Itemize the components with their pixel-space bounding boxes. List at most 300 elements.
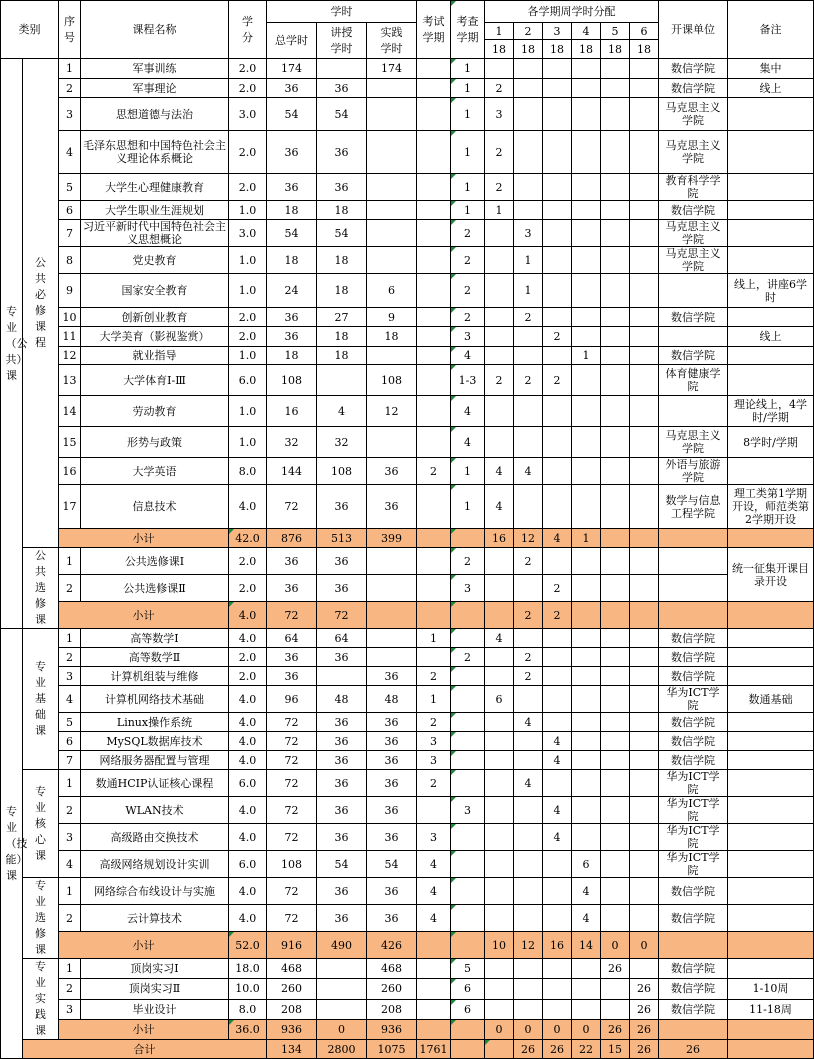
term-5-cell: [601, 905, 630, 932]
remark-cell: 1-10周: [728, 979, 814, 999]
remark-cell: [728, 648, 814, 667]
lecture-hours-cell: [317, 365, 367, 396]
credit-cell: 6.0: [229, 770, 267, 797]
term-2-cell: [514, 851, 543, 878]
table-row: [1, 327, 814, 347]
term-1-cell: [485, 851, 514, 878]
subtotal-label: 小计: [59, 529, 229, 548]
subtotal-exam: [417, 602, 451, 629]
credit-cell: 6.0: [229, 851, 267, 878]
term-5-cell: [601, 648, 630, 667]
credit-cell: 3.0: [229, 220, 267, 247]
check-term-cell: [451, 878, 485, 905]
term-6-cell: 26: [630, 979, 659, 999]
exam-term-cell: [417, 575, 451, 602]
term-5-cell: [601, 347, 630, 365]
practice-hours-cell: [367, 247, 417, 274]
seq-cell: 7: [59, 220, 81, 247]
course-name-cell: 计算机网络技术基础: [81, 686, 229, 713]
remark-cell: 理论线上，4学时/学期: [728, 396, 814, 427]
credit-cell: 4.0: [229, 629, 267, 648]
term-3-cell: [543, 458, 572, 485]
term-4-cell: [572, 797, 601, 824]
dept-cell: 马克思主义学院: [659, 220, 728, 247]
seq-cell: 6: [59, 732, 81, 751]
subtotal-term-4: 0: [572, 1019, 601, 1039]
term-3-cell: [543, 131, 572, 174]
practice-hours-cell: 48: [367, 686, 417, 713]
term-3-cell: [543, 79, 572, 98]
subtotal-exam: [417, 932, 451, 959]
term-2-cell: [514, 396, 543, 427]
practice-hours-cell: 6: [367, 274, 417, 308]
practice-hours-cell: 36: [367, 770, 417, 797]
header-credit-text: 学分: [242, 14, 253, 44]
table-row: [1, 59, 814, 79]
course-name-cell: 大学美育（影视鉴赏）: [81, 327, 229, 347]
remark-cell: [728, 770, 814, 797]
credit-cell: 6.0: [229, 365, 267, 396]
practice-hours-cell: 36: [367, 905, 417, 932]
table-row: [1, 548, 814, 575]
seq-cell: 2: [59, 905, 81, 932]
term-1-cell: [485, 427, 514, 458]
practice-hours-cell: 260: [367, 979, 417, 999]
header-exam-term-text: 考试学期: [422, 14, 445, 44]
dept-cell: 外语与旅游学院: [659, 458, 728, 485]
term-5-cell: [601, 770, 630, 797]
course-name-cell: 公共选修课Ⅱ: [81, 575, 229, 602]
total-hours-cell: 108: [267, 851, 317, 878]
total-hours-cell: 72: [267, 770, 317, 797]
exam-term-cell: 3: [417, 824, 451, 851]
remark-cell: 11-18周: [728, 999, 814, 1019]
practice-hours-cell: [367, 575, 417, 602]
course-name-cell: 习近平新时代中国特色社会主义思想概论: [81, 220, 229, 247]
term-5-cell: [601, 396, 630, 427]
lecture-hours-cell: 108: [317, 458, 367, 485]
remark-cell: [728, 220, 814, 247]
dept-cell: 教育科学学院: [659, 174, 728, 201]
lecture-hours-cell: 27: [317, 308, 367, 327]
remark-cell: 线上，讲座6学时: [728, 274, 814, 308]
term-6-cell: [630, 365, 659, 396]
term-4-cell: [572, 979, 601, 999]
total-hours-cell: 54: [267, 98, 317, 131]
term-5-cell: [601, 797, 630, 824]
credit-cell: 2.0: [229, 79, 267, 98]
term-2-cell: [514, 201, 543, 220]
subtotal-term-3: 0: [543, 1019, 572, 1039]
remark-cell: [728, 98, 814, 131]
check-term-cell: 2: [451, 220, 485, 247]
header-week-5: 18: [601, 40, 630, 59]
term-4-cell: [572, 274, 601, 308]
subtotal-dept: [659, 602, 728, 629]
dept-cell: 数信学院: [659, 905, 728, 932]
term-6-cell: [630, 274, 659, 308]
term-2-cell: [514, 485, 543, 529]
term-4-cell: [572, 220, 601, 247]
grand-total-check: [485, 1040, 514, 1059]
group-prof-public: [1, 59, 28, 629]
term-5-cell: [601, 274, 630, 308]
lecture-hours-cell: 36: [317, 713, 367, 732]
seq-cell: 1: [59, 59, 81, 79]
check-term-cell: 1: [451, 174, 485, 201]
lecture-hours-cell: 54: [317, 98, 367, 131]
subtotal-term-1: 16: [485, 529, 514, 548]
total-hours-cell: 16: [267, 396, 317, 427]
term-4-cell: 6: [572, 851, 601, 878]
lecture-hours-cell: 32: [317, 427, 367, 458]
credit-cell: 1.0: [229, 201, 267, 220]
course-name-cell: 网络服务器配置与管理: [81, 751, 229, 770]
term-3-cell: [543, 174, 572, 201]
remark-cell: 8学时/学期: [728, 427, 814, 458]
grand-total-term-3: 22: [572, 1040, 601, 1059]
lecture-hours-cell: 4: [317, 396, 367, 427]
term-3-cell: [543, 686, 572, 713]
check-term-cell: 2: [451, 648, 485, 667]
course-name-cell: 网络综合布线设计与实施: [81, 878, 229, 905]
lecture-hours-cell: [317, 999, 367, 1019]
term-4-cell: [572, 427, 601, 458]
credit-cell: 4.0: [229, 732, 267, 751]
exam-term-cell: [417, 427, 451, 458]
total-hours-cell: 72: [267, 905, 317, 932]
lecture-hours-cell: 48: [317, 686, 367, 713]
subtotal-label: 小计: [59, 932, 229, 959]
term-4-cell: 4: [572, 905, 601, 932]
term-5-cell: [601, 824, 630, 851]
subtotal-practice: 936: [367, 1019, 417, 1039]
dept-cell: 华为ICT学院: [659, 851, 728, 878]
credit-cell: 1.0: [229, 274, 267, 308]
term-1-cell: [485, 548, 514, 575]
seq-cell: 2: [59, 979, 81, 999]
total-hours-cell: 36: [267, 174, 317, 201]
term-2-cell: [514, 327, 543, 347]
table-row: [1, 667, 814, 686]
term-3-cell: 2: [543, 365, 572, 396]
term-1-cell: [485, 905, 514, 932]
subtotal-term-6: [630, 529, 659, 548]
term-6-cell: [630, 396, 659, 427]
subtotal-total: 876: [267, 529, 317, 548]
subtotal-label: 小计: [59, 1019, 229, 1039]
exam-term-cell: [417, 979, 451, 999]
practice-hours-cell: [367, 131, 417, 174]
term-3-cell: [543, 247, 572, 274]
check-term-cell: 3: [451, 575, 485, 602]
term-6-cell: [630, 667, 659, 686]
exam-term-cell: 2: [417, 770, 451, 797]
remark-cell: [728, 131, 814, 174]
total-hours-cell: 64: [267, 629, 317, 648]
subtotal-check: [451, 602, 485, 629]
term-4-cell: [572, 396, 601, 427]
check-term-cell: 1: [451, 458, 485, 485]
check-term-cell: 2: [451, 548, 485, 575]
subtotal-term-2: 12: [514, 529, 543, 548]
credit-cell: 4.0: [229, 751, 267, 770]
exam-term-cell: 3: [417, 751, 451, 770]
table-row: [1, 365, 814, 396]
dept-cell: 数信学院: [659, 79, 728, 98]
exam-term-cell: [417, 347, 451, 365]
practice-hours-cell: [367, 629, 417, 648]
dept-cell: 华为ICT学院: [659, 797, 728, 824]
remark-cell: [728, 824, 814, 851]
dept-cell: 数学与信息工程学院: [659, 485, 728, 529]
remark-cell: 线上: [728, 327, 814, 347]
credit-cell: 4.0: [229, 686, 267, 713]
term-3-cell: [543, 667, 572, 686]
subtotal-term-4: 1: [572, 529, 601, 548]
term-1-cell: [485, 648, 514, 667]
grand-total-exam: [451, 1040, 485, 1059]
exam-term-cell: 4: [417, 878, 451, 905]
seq-cell: 9: [59, 274, 81, 308]
term-5-cell: 26: [601, 959, 630, 979]
term-2-cell: [514, 959, 543, 979]
header-term-2: 2: [514, 23, 543, 40]
course-name-cell: 大学生职业生涯规划: [81, 201, 229, 220]
grand-total-term-4: 15: [601, 1040, 630, 1059]
credit-cell: 2.0: [229, 131, 267, 174]
seq-cell: 10: [59, 308, 81, 327]
term-1-cell: [485, 220, 514, 247]
subtotal-term-1: 0: [485, 1019, 514, 1039]
credit-cell: 2.0: [229, 308, 267, 327]
term-6-cell: [630, 824, 659, 851]
subtotal-remark: [728, 932, 814, 959]
subtotal-row: [1, 529, 814, 548]
term-4-cell: [572, 308, 601, 327]
term-6-cell: [630, 79, 659, 98]
grand-total-practice: 1761: [417, 1040, 451, 1059]
check-term-cell: [451, 629, 485, 648]
lecture-hours-cell: 36: [317, 485, 367, 529]
total-hours-cell: 18: [267, 247, 317, 274]
term-3-cell: [543, 59, 572, 79]
grand-total-dept: [728, 1040, 814, 1059]
remark-cell: [728, 201, 814, 220]
header-lecture-hours: [317, 23, 367, 59]
course-name-cell: 毕业设计: [81, 999, 229, 1019]
term-5-cell: [601, 365, 630, 396]
header-check-term-text: 考查学期: [456, 14, 479, 44]
subtotal-dept: [659, 1019, 728, 1039]
term-6-cell: [630, 174, 659, 201]
subtotal-row: [1, 932, 814, 959]
exam-term-cell: 2: [417, 713, 451, 732]
grand-total-row: [1, 1040, 814, 1059]
term-3-cell: [543, 98, 572, 131]
total-hours-cell: 54: [267, 220, 317, 247]
term-1-cell: 2: [485, 79, 514, 98]
lecture-hours-cell: [317, 959, 367, 979]
term-5-cell: [601, 327, 630, 347]
subtotal-term-1: [485, 602, 514, 629]
credit-cell: 2.0: [229, 575, 267, 602]
subtotal-total: 916: [267, 932, 317, 959]
remark-cell: [728, 458, 814, 485]
exam-term-cell: 1: [417, 686, 451, 713]
term-4-cell: [572, 79, 601, 98]
seq-cell: 1: [59, 959, 81, 979]
header-category: 类别: [1, 1, 59, 59]
lecture-hours-cell: 36: [317, 575, 367, 602]
credit-cell: 3.0: [229, 98, 267, 131]
group-prof-core-text: 专业核心课: [35, 784, 46, 862]
term-2-cell: 1: [514, 247, 543, 274]
header-term-4: 4: [572, 23, 601, 40]
term-2-cell: [514, 979, 543, 999]
practice-hours-cell: [367, 98, 417, 131]
check-term-cell: 1: [451, 59, 485, 79]
check-term-cell: 4: [451, 396, 485, 427]
term-6-cell: [630, 458, 659, 485]
total-hours-cell: 72: [267, 732, 317, 751]
lecture-hours-cell: [317, 979, 367, 999]
practice-hours-cell: [367, 548, 417, 575]
dept-cell: 数信学院: [659, 713, 728, 732]
dept-cell: 华为ICT学院: [659, 824, 728, 851]
term-2-cell: 2: [514, 548, 543, 575]
term-6-cell: [630, 201, 659, 220]
lecture-hours-cell: 18: [317, 201, 367, 220]
remark-cell: 线上: [728, 79, 814, 98]
term-4-cell: [572, 365, 601, 396]
term-5-cell: [601, 174, 630, 201]
table-row: [1, 458, 814, 485]
check-term-cell: [451, 667, 485, 686]
seq-cell: 17: [59, 485, 81, 529]
remark-cell: 理工类第1学期开设，师范类第2学期开设: [728, 485, 814, 529]
practice-hours-cell: 36: [367, 797, 417, 824]
grand-total-term-6: 26: [659, 1040, 728, 1059]
table-row: [1, 485, 814, 529]
subtotal-term-5: 0: [601, 932, 630, 959]
exam-term-cell: [417, 131, 451, 174]
term-6-cell: [630, 648, 659, 667]
term-3-cell: [543, 201, 572, 220]
lecture-hours-cell: 36: [317, 797, 367, 824]
exam-term-cell: [417, 174, 451, 201]
dept-cell: [659, 327, 728, 347]
exam-term-cell: [417, 485, 451, 529]
term-2-cell: 2: [514, 308, 543, 327]
check-term-cell: 4: [451, 427, 485, 458]
term-2-cell: 2: [514, 365, 543, 396]
subtotal-check: [451, 529, 485, 548]
subtotal-term-2: 12: [514, 932, 543, 959]
term-3-cell: [543, 274, 572, 308]
practice-hours-cell: 36: [367, 485, 417, 529]
term-3-cell: [543, 220, 572, 247]
term-1-cell: [485, 59, 514, 79]
term-3-cell: 4: [543, 797, 572, 824]
term-6-cell: [630, 905, 659, 932]
term-1-cell: [485, 878, 514, 905]
exam-term-cell: [417, 98, 451, 131]
term-5-cell: [601, 979, 630, 999]
term-1-cell: [485, 979, 514, 999]
credit-cell: 1.0: [229, 427, 267, 458]
term-5-cell: [601, 751, 630, 770]
exam-term-cell: [417, 648, 451, 667]
seq-cell: 8: [59, 247, 81, 274]
lecture-hours-cell: 18: [317, 347, 367, 365]
group-public-required: [23, 59, 59, 548]
exam-term-cell: 2: [417, 458, 451, 485]
total-hours-cell: 36: [267, 648, 317, 667]
term-6-cell: [630, 131, 659, 174]
term-6-cell: [630, 347, 659, 365]
term-3-cell: [543, 396, 572, 427]
exam-term-cell: 4: [417, 851, 451, 878]
credit-cell: 2.0: [229, 327, 267, 347]
practice-hours-cell: [367, 174, 417, 201]
course-name-cell: 思想道德与法治: [81, 98, 229, 131]
term-5-cell: [601, 79, 630, 98]
term-5-cell: [601, 851, 630, 878]
total-hours-cell: 72: [267, 797, 317, 824]
subtotal-lecture: 0: [317, 1019, 367, 1039]
term-5-cell: [601, 220, 630, 247]
group-public-elective: [23, 548, 59, 629]
seq-cell: 4: [59, 851, 81, 878]
term-4-cell: [572, 732, 601, 751]
practice-hours-cell: 468: [367, 959, 417, 979]
table-row: [1, 396, 814, 427]
check-term-cell: [451, 686, 485, 713]
dept-cell: [659, 274, 728, 308]
grand-total-credit: 134: [267, 1040, 317, 1059]
remark-cell: [728, 959, 814, 979]
term-2-cell: [514, 824, 543, 851]
total-hours-cell: 18: [267, 201, 317, 220]
term-1-cell: [485, 327, 514, 347]
table-row: [1, 999, 814, 1019]
table-row: [1, 979, 814, 999]
term-2-cell: [514, 732, 543, 751]
grand-total-term-2: 26: [543, 1040, 572, 1059]
dept-cell: 数信学院: [659, 999, 728, 1019]
dept-cell: 马克思主义学院: [659, 427, 728, 458]
term-3-cell: [543, 770, 572, 797]
credit-cell: 10.0: [229, 979, 267, 999]
seq-cell: 1: [59, 770, 81, 797]
term-4-cell: [572, 174, 601, 201]
total-hours-cell: 260: [267, 979, 317, 999]
total-hours-cell: 36: [267, 131, 317, 174]
subtotal-remark: [728, 1019, 814, 1039]
exam-term-cell: [417, 59, 451, 79]
term-3-cell: [543, 308, 572, 327]
seq-cell: 2: [59, 648, 81, 667]
term-6-cell: [630, 686, 659, 713]
group-prof-skill-text: 专业（技能）课: [5, 804, 28, 882]
term-6-cell: [630, 797, 659, 824]
term-4-cell: [572, 667, 601, 686]
dept-cell: 数信学院: [659, 629, 728, 648]
term-5-cell: [601, 201, 630, 220]
practice-hours-cell: 36: [367, 824, 417, 851]
check-term-cell: 5: [451, 959, 485, 979]
